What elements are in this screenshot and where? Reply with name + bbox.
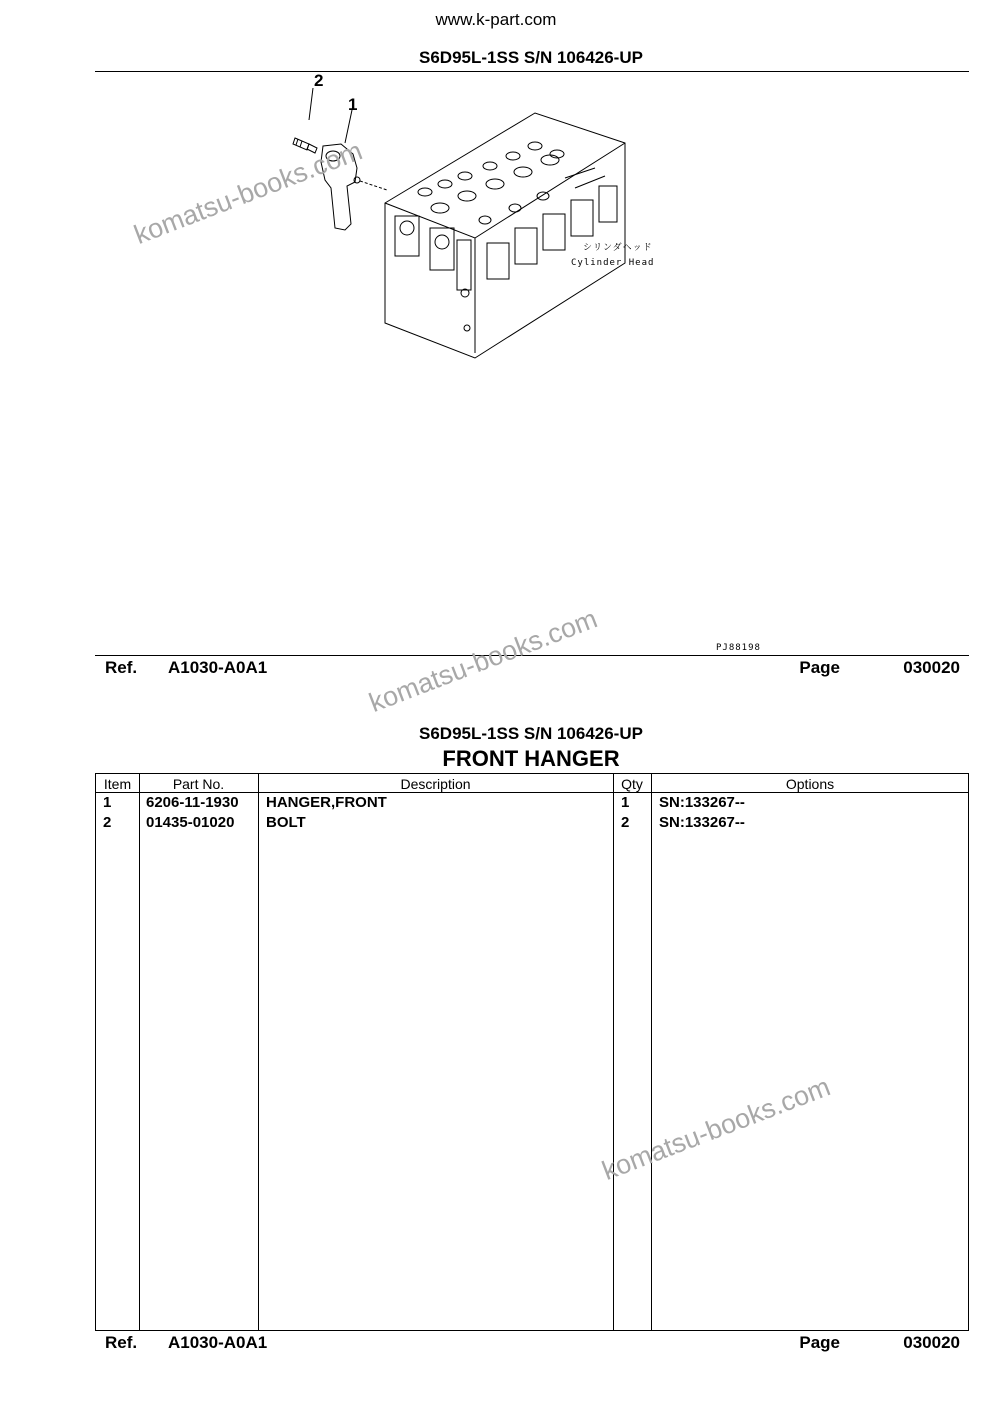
- watermark: komatsu-books.com: [365, 603, 602, 719]
- col-divider: [258, 774, 259, 1330]
- watermark: komatsu-books.com: [130, 135, 367, 251]
- cylinder-head-label-jp: シリンダヘッド: [583, 243, 653, 253]
- callout-leader-2: [309, 88, 313, 120]
- picture-code: PJ88198: [716, 643, 761, 653]
- header-divider: [96, 792, 968, 793]
- header-qty: Qty: [621, 776, 643, 792]
- page-value: 030020: [903, 1333, 960, 1352]
- section-title: FRONT HANGER: [442, 746, 620, 771]
- callout-1: 1: [348, 95, 358, 114]
- header-part-no: Part No.: [172, 776, 225, 792]
- row-2-item: 2: [103, 814, 112, 831]
- row-1-item: 1: [103, 794, 112, 811]
- row-2-description: BOLT: [266, 814, 306, 831]
- col-divider: [613, 774, 614, 1330]
- row-2-part-no: 01435-01020: [146, 814, 235, 831]
- cylinder-head-label: Cylinder Head: [571, 258, 655, 268]
- col-divider: [651, 774, 652, 1330]
- header-description: Description: [400, 776, 471, 792]
- page-label: Page: [799, 1333, 840, 1352]
- ref-value: A1030-A0A1: [168, 658, 268, 677]
- ref-label: Ref.: [105, 658, 138, 677]
- page-label: Page: [799, 658, 840, 677]
- row-1-part-no: 6206-11-1930: [146, 794, 239, 811]
- header-item: Item: [103, 776, 132, 792]
- site-url: www.k-part.com: [435, 10, 557, 29]
- watermark: komatsu-books.com: [598, 1071, 835, 1187]
- model-header-list: S6D95L-1SS S/N 106426-UP: [419, 724, 643, 743]
- ref-row-top: [105, 658, 960, 682]
- ref-row-bottom: [105, 1333, 960, 1357]
- page-value: 030020: [903, 658, 960, 677]
- row-2-options: SN:133267--: [659, 814, 745, 831]
- model-header-top: S6D95L-1SS S/N 106426-UP: [419, 48, 643, 67]
- cylinder-head-drawing: [385, 113, 625, 358]
- row-1-qty: 1: [621, 794, 630, 811]
- row-2-qty: 2: [621, 814, 630, 831]
- row-1-description: HANGER,FRONT: [266, 794, 387, 811]
- parts-diagram: [95, 68, 969, 658]
- callout-2: 2: [314, 71, 324, 90]
- ref-value: A1030-A0A1: [168, 1333, 268, 1352]
- ref-label: Ref.: [105, 1333, 138, 1352]
- header-options: Options: [785, 776, 835, 792]
- row-1-options: SN:133267--: [659, 794, 745, 811]
- parts-table: [95, 773, 969, 1331]
- col-divider: [139, 774, 140, 1330]
